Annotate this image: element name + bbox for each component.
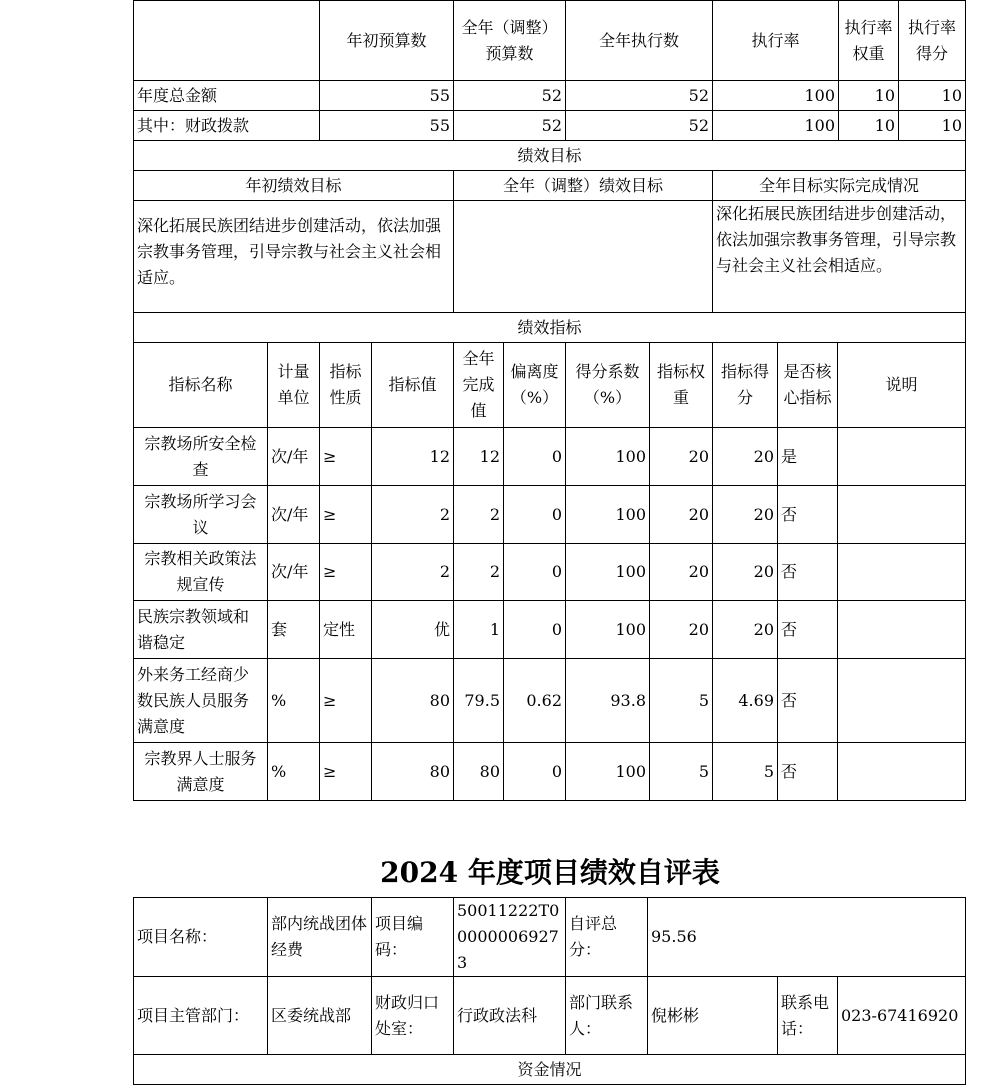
budget-cell: 10 xyxy=(839,81,899,111)
goals-initial-text: 深化拓展民族团结进步创建活动，依法加强宗教事务管理，引导宗教与社会主义社会相适应。 xyxy=(134,201,454,313)
ind-deviation: 0 xyxy=(504,428,566,486)
ind-coef: 100 xyxy=(566,486,650,544)
budget-cell: 100 xyxy=(713,111,839,141)
ind-note xyxy=(838,601,966,659)
ind-coef: 100 xyxy=(566,428,650,486)
page-title xyxy=(0,853,1000,893)
ind-weight: 20 xyxy=(650,486,713,544)
budget-header-adjusted: 全年（调整）预算数 xyxy=(454,1,566,81)
ind-core: 否 xyxy=(778,743,838,801)
ind-name: 宗教界人士服务满意度 xyxy=(134,743,268,801)
ind-header: 偏离度（%） xyxy=(504,343,566,428)
indicators-table xyxy=(133,312,966,801)
ind-deviation: 0 xyxy=(504,601,566,659)
ind-target: 80 xyxy=(372,743,454,801)
budget-header-blank xyxy=(134,1,320,81)
ind-header: 指标性质 xyxy=(320,343,372,428)
ind-actual: 1 xyxy=(454,601,504,659)
self-score-value: 95.56 xyxy=(648,898,966,977)
ind-core: 否 xyxy=(778,659,838,743)
table-row xyxy=(134,486,966,544)
ind-coef: 93.8 xyxy=(566,659,650,743)
ind-unit: % xyxy=(268,659,320,743)
ind-weight: 20 xyxy=(650,601,713,659)
dept-value: 区委统战部 xyxy=(268,977,372,1055)
ind-nature: ≥ xyxy=(320,743,372,801)
budget-header-rate-score: 执行率得分 xyxy=(899,1,966,81)
ind-deviation: 0 xyxy=(504,544,566,601)
ind-note xyxy=(838,428,966,486)
budget-row-label: 其中：财政拨款 xyxy=(134,111,320,141)
goals-adjusted-text xyxy=(454,201,713,313)
finance-value: 行政政法科 xyxy=(454,977,566,1055)
ind-weight: 20 xyxy=(650,544,713,601)
budget-cell: 100 xyxy=(713,81,839,111)
table-row xyxy=(134,428,966,486)
ind-nature: ≥ xyxy=(320,428,372,486)
ind-unit: 次/年 xyxy=(268,544,320,601)
ind-name: 宗教场所学习会议 xyxy=(134,486,268,544)
indicators-header-row xyxy=(134,343,966,428)
goals-col-initial: 年初绩效目标 xyxy=(134,171,454,201)
table-row xyxy=(134,743,966,801)
ind-score: 20 xyxy=(713,428,778,486)
ind-unit: 次/年 xyxy=(268,428,320,486)
ind-target: 80 xyxy=(372,659,454,743)
indicators-section-title: 绩效指标 xyxy=(134,313,966,343)
ind-actual: 2 xyxy=(454,544,504,601)
ind-score: 20 xyxy=(713,544,778,601)
contact-value: 倪彬彬 xyxy=(648,977,778,1055)
phone-value: 023-67416920 xyxy=(838,977,966,1055)
budget-header-executed: 全年执行数 xyxy=(566,1,713,81)
ind-actual: 2 xyxy=(454,486,504,544)
ind-header: 计量单位 xyxy=(268,343,320,428)
budget-row xyxy=(134,81,966,111)
budget-header-initial: 年初预算数 xyxy=(320,1,454,81)
ind-weight: 5 xyxy=(650,659,713,743)
ind-name: 宗教场所安全检查 xyxy=(134,428,268,486)
table-row xyxy=(134,544,966,601)
ind-actual: 80 xyxy=(454,743,504,801)
ind-header: 指标值 xyxy=(372,343,454,428)
ind-coef: 100 xyxy=(566,743,650,801)
contact-label: 部门联系人： xyxy=(566,977,648,1055)
ind-score: 20 xyxy=(713,486,778,544)
ind-deviation: 0 xyxy=(504,486,566,544)
table-row xyxy=(134,601,966,659)
ind-target: 优 xyxy=(372,601,454,659)
dept-label: 项目主管部门： xyxy=(134,977,268,1055)
ind-unit: % xyxy=(268,743,320,801)
ind-nature: 定性 xyxy=(320,601,372,659)
ind-deviation: 0 xyxy=(504,743,566,801)
self-score-label: 自评总分： xyxy=(566,898,648,977)
ind-deviation: 0.62 xyxy=(504,659,566,743)
ind-header: 说明 xyxy=(838,343,966,428)
project-code-value: 50011222T000000069273 xyxy=(454,898,566,977)
ind-coef: 100 xyxy=(566,601,650,659)
ind-weight: 20 xyxy=(650,428,713,486)
ind-core: 否 xyxy=(778,544,838,601)
ind-target: 2 xyxy=(372,544,454,601)
project-code-label: 项目编码： xyxy=(372,898,454,977)
ind-actual: 12 xyxy=(454,428,504,486)
budget-cell: 10 xyxy=(899,81,966,111)
ind-header: 得分系数（%） xyxy=(566,343,650,428)
budget-cell: 55 xyxy=(320,111,454,141)
budget-row-label: 年度总金额 xyxy=(134,81,320,111)
ind-name: 宗教相关政策法规宣传 xyxy=(134,544,268,601)
ind-name: 外来务工经商少数民族人员服务满意度 xyxy=(134,659,268,743)
funds-section-title: 资金情况 xyxy=(134,1055,966,1085)
goals-section-title: 绩效目标 xyxy=(134,141,966,171)
budget-header-rate: 执行率 xyxy=(713,1,839,81)
ind-note xyxy=(838,544,966,601)
ind-actual: 79.5 xyxy=(454,659,504,743)
ind-score: 4.69 xyxy=(713,659,778,743)
goals-col-actual: 全年目标实际完成情况 xyxy=(713,171,966,201)
budget-cell: 52 xyxy=(566,111,713,141)
ind-header: 指标名称 xyxy=(134,343,268,428)
budget-cell: 10 xyxy=(899,111,966,141)
budget-header-rate-weight: 执行率权重 xyxy=(839,1,899,81)
ind-unit: 次/年 xyxy=(268,486,320,544)
budget-cell: 10 xyxy=(839,111,899,141)
ind-target: 2 xyxy=(372,486,454,544)
ind-unit: 套 xyxy=(268,601,320,659)
project-name-value: 部内统战团体经费 xyxy=(268,898,372,977)
ind-weight: 5 xyxy=(650,743,713,801)
project-name-label: 项目名称： xyxy=(134,898,268,977)
ind-nature: ≥ xyxy=(320,486,372,544)
ind-name: 民族宗教领域和谐稳定 xyxy=(134,601,268,659)
goals-actual-text: 深化拓展民族团结进步创建活动，依法加强宗教事务管理，引导宗教与社会主义社会相适应。 xyxy=(713,201,966,313)
ind-header: 指标权重 xyxy=(650,343,713,428)
ind-note xyxy=(838,659,966,743)
page-title-text: 2024 年度项目绩效自评表 xyxy=(380,856,720,889)
finance-label: 财政归口处室： xyxy=(372,977,454,1055)
budget-cell: 55 xyxy=(320,81,454,111)
ind-coef: 100 xyxy=(566,544,650,601)
ind-target: 12 xyxy=(372,428,454,486)
ind-header: 全年完成值 xyxy=(454,343,504,428)
ind-nature: ≥ xyxy=(320,659,372,743)
goals-table xyxy=(133,140,966,313)
ind-nature: ≥ xyxy=(320,544,372,601)
budget-table xyxy=(133,0,966,141)
goals-col-adjusted: 全年（调整）绩效目标 xyxy=(454,171,713,201)
ind-note xyxy=(838,486,966,544)
ind-score: 5 xyxy=(713,743,778,801)
budget-cell: 52 xyxy=(566,81,713,111)
ind-header: 指标得分 xyxy=(713,343,778,428)
table-row xyxy=(134,659,966,743)
budget-cell: 52 xyxy=(454,111,566,141)
ind-header: 是否核心指标 xyxy=(778,343,838,428)
ind-note xyxy=(838,743,966,801)
ind-core: 否 xyxy=(778,486,838,544)
budget-cell: 52 xyxy=(454,81,566,111)
ind-core: 是 xyxy=(778,428,838,486)
ind-core: 否 xyxy=(778,601,838,659)
project-info-table xyxy=(133,897,966,1085)
budget-row xyxy=(134,111,966,141)
ind-score: 20 xyxy=(713,601,778,659)
phone-label: 联系电话： xyxy=(778,977,838,1055)
